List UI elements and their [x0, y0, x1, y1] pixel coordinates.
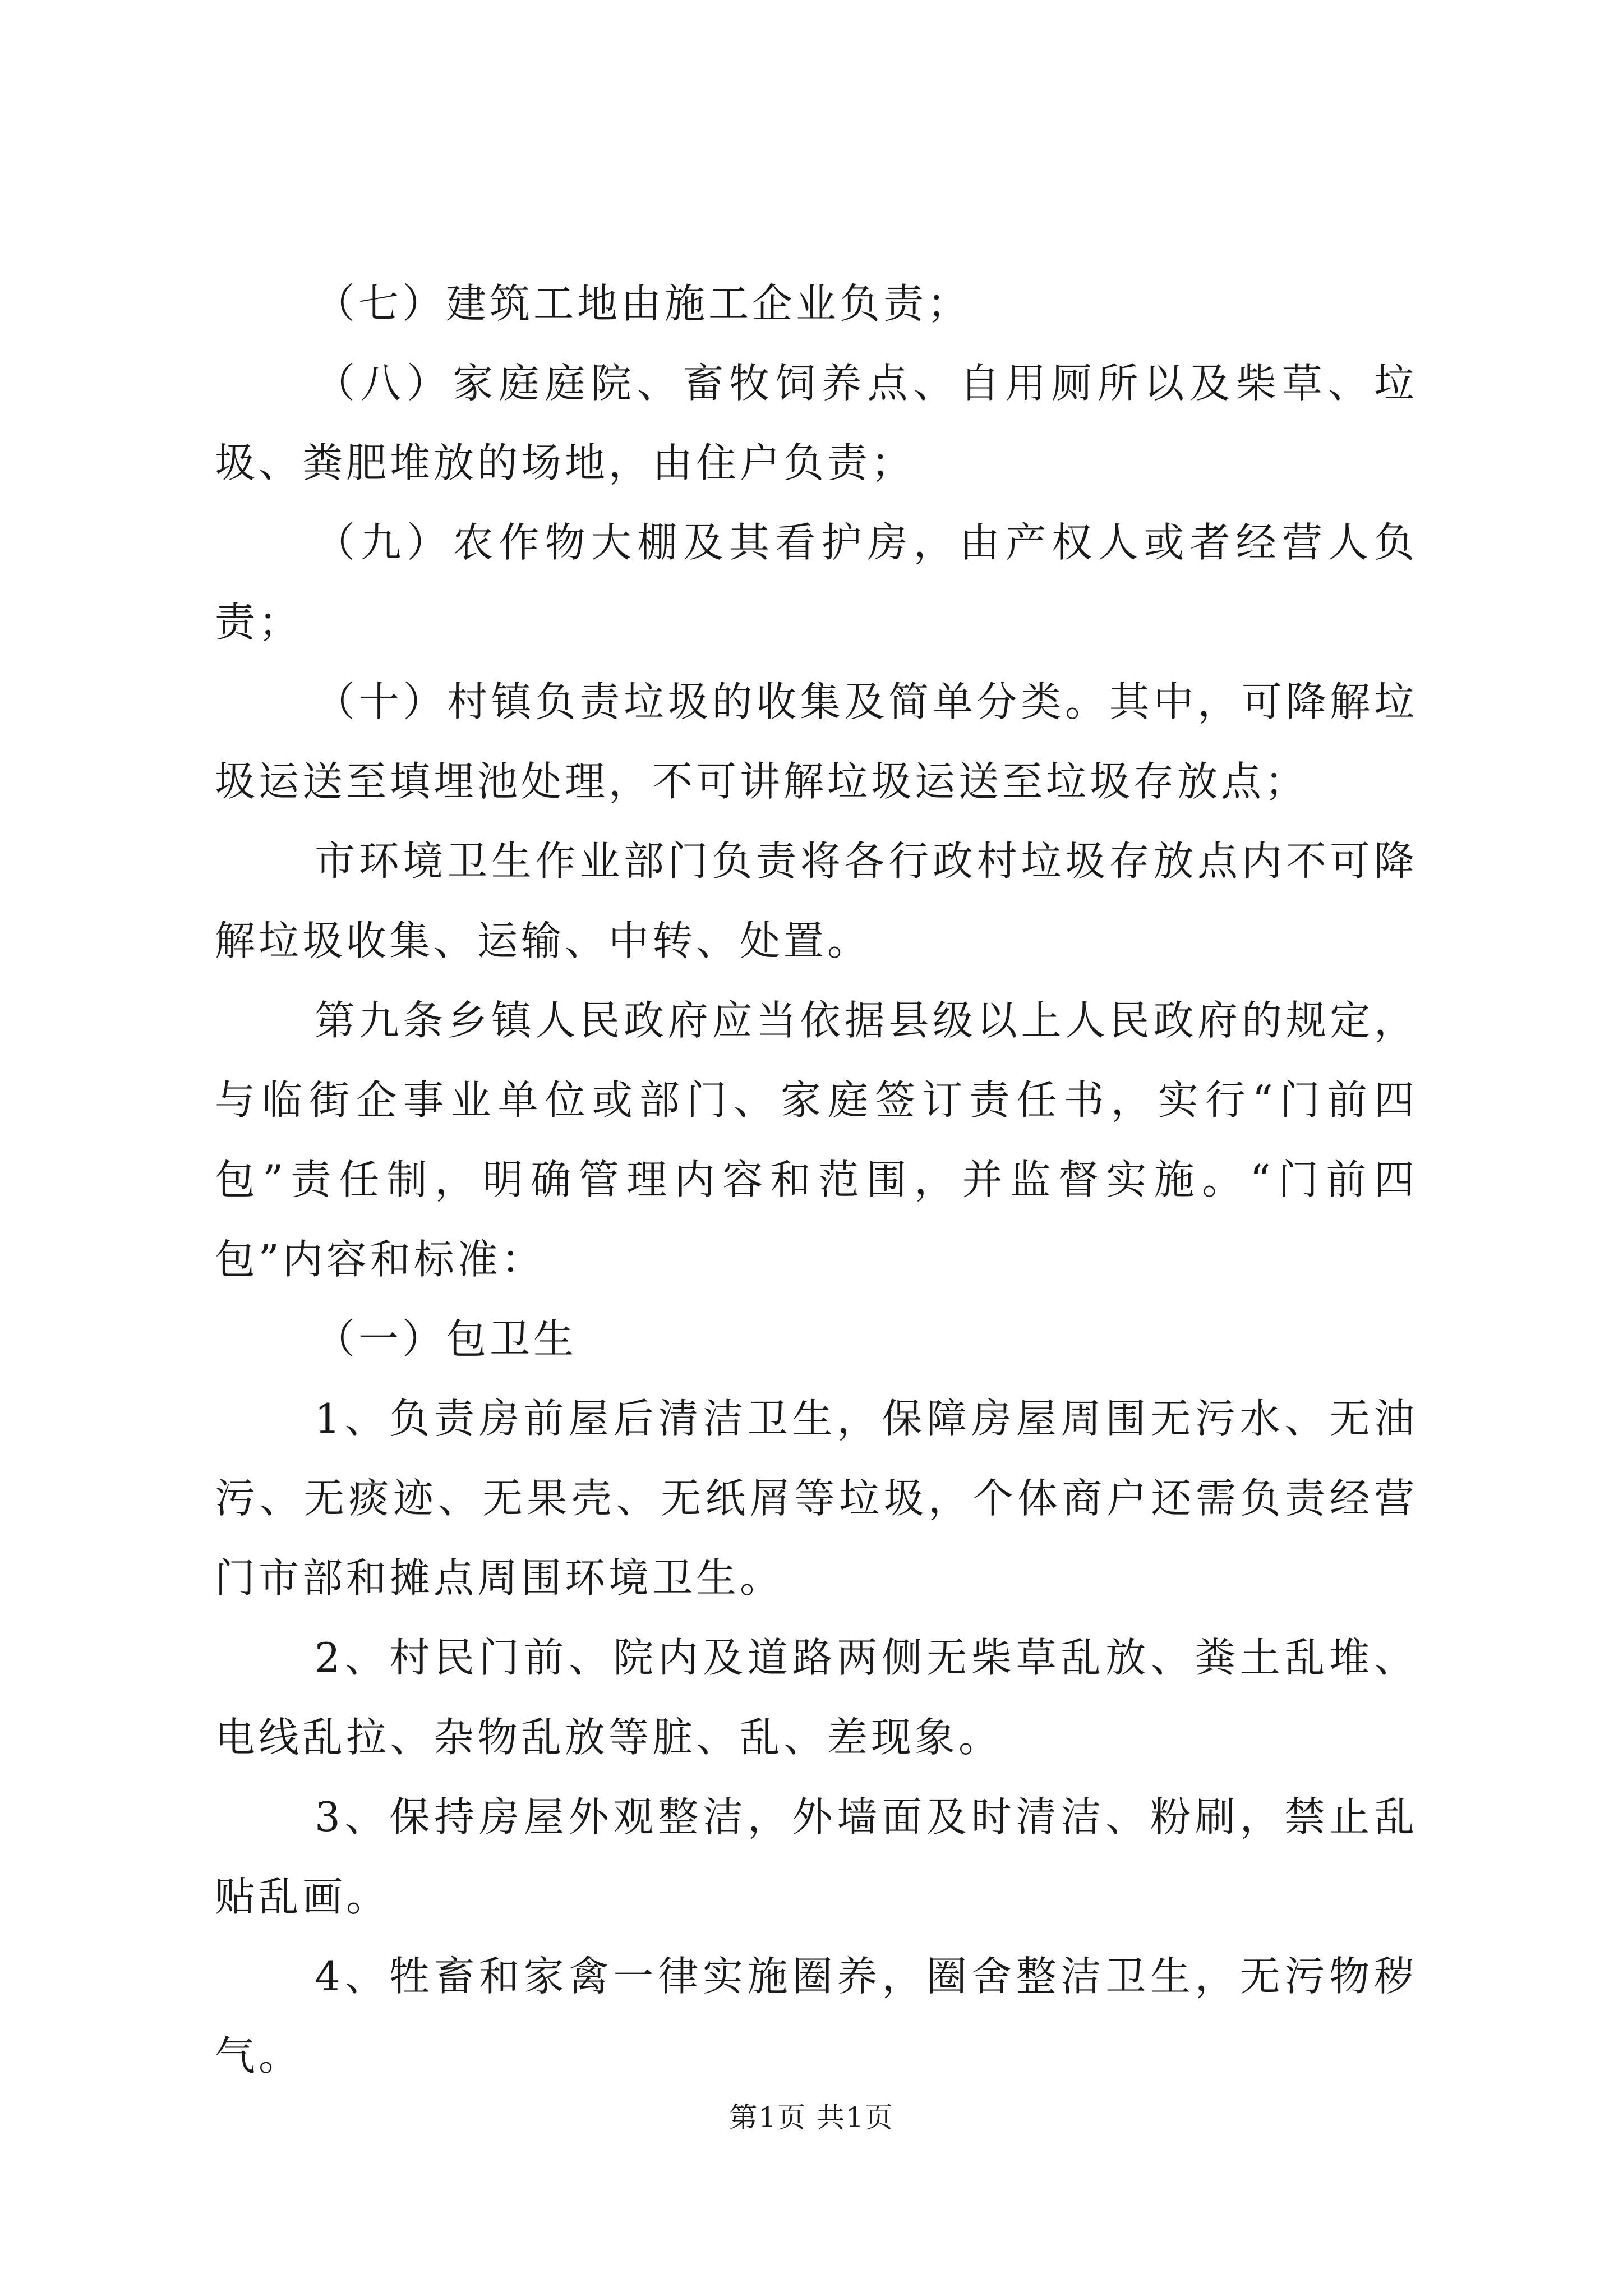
page-footer: 第1页 共1页	[729, 2101, 894, 2134]
heading-hygiene: （一）包卫生	[315, 1315, 578, 1363]
list-item-1: 1、负责房前屋后清洁卫生，保障房屋周围无污水、无油污、无痰迹、无果壳、无纸屑等垃圾，个体商户还需负责经营门市部和摊点周围环境卫生。	[215, 1395, 1418, 1602]
document-body	[215, 264, 1418, 2096]
paragraph-7: （七）建筑工地由施工企业负责；	[315, 280, 971, 327]
paragraph-8: （八）家庭庭院、畜牧饲养点、自用厕所以及柴草、垃圾、粪肥堆放的场地，由住户负责；	[215, 360, 1418, 486]
paragraph-sanitation-dept: 市环境卫生作业部门负责将各行政村垃圾存放点内不可降解垃圾收集、运输、中转、处置。	[215, 838, 1418, 964]
list-item-4: 4、牲畜和家禽一律实施圈养，圈舍整洁卫生，无污物秽气。	[215, 1953, 1418, 2079]
paragraph-9: （九）农作物大棚及其看护房，由产权人或者经营人负责；	[215, 519, 1418, 646]
list-item-3: 3、保持房屋外观整洁，外墙面及时清洁、粉刷，禁止乱贴乱画。	[215, 1793, 1418, 1920]
paragraph-article-9: 第九条乡镇人民政府应当依据县级以上人民政府的规定，与临街企事业单位或部门、家庭签订责任书，实行“门前四包”责任制，明确管理内容和范围，并监督实施。“门前四包”内容和标准：	[215, 997, 1418, 1283]
paragraph-10: （十）村镇负责垃圾的收集及简单分类。其中，可降解垃圾运送至填埋池处理，不可讲解垃圾运送至垃圾存放点；	[215, 678, 1418, 805]
list-item-2: 2、村民门前、院内及道路两侧无柴草乱放、粪土乱堆、电线乱拉、杂物乱放等脏、乱、差现象。	[215, 1634, 1418, 1761]
